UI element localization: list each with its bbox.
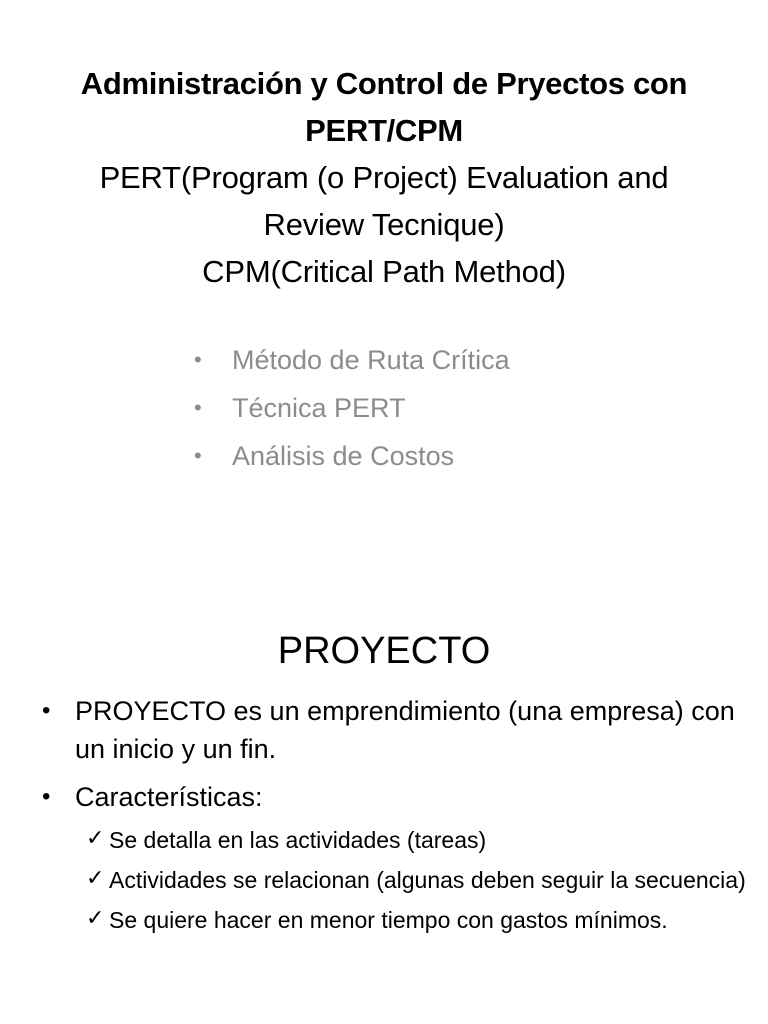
check-text: Se quiere hacer en menor tiempo con gastos mínimos. [109,907,668,933]
slide-1-title-line-1: Administración y Control de Pryectos con [80,66,688,101]
topic-label: Análisis de Costos [232,441,455,471]
list-item [194,336,510,384]
list-item [42,692,742,768]
bullet-icon: • [42,783,51,810]
slide-1-subtitle-line-3: CPM(Critical Path Method) [202,254,566,289]
slide-1-subtitle-line-2: Review Tecnique) [263,207,505,242]
slide-1-title-line-2: PERT/CPM [305,113,463,148]
bullet-icon: • [194,347,202,372]
bullet-text: PROYECTO es un emprendimiento (una empresa) con un inicio y un fin. [75,696,735,764]
checkmark-icon: ✓ [86,865,105,890]
checkmark-icon: ✓ [86,825,105,850]
topic-label: Técnica PERT [232,393,406,423]
checkmark-icon: ✓ [86,905,105,930]
bullet-icon: • [194,395,202,420]
list-item [86,863,746,897]
bullet-icon: • [194,443,202,468]
list-item [42,778,742,816]
list-item [194,384,510,432]
topic-label: Método de Ruta Crítica [232,345,510,375]
list-item [86,823,746,857]
list-item [86,903,746,937]
slide-2 [0,512,768,1024]
bullet-text: Características: [75,782,263,812]
list-item [194,432,510,480]
bullet-icon: • [42,697,51,724]
slide-2-check-list [86,823,746,943]
slide-2-bullet-list [42,692,742,826]
slide-1-subtitle-line-1: PERT(Program (o Project) Evaluation and [99,160,669,195]
slide-1-topic-list [194,336,510,480]
check-text: Actividades se relacionan (algunas deben seguir la secuencia) [109,867,746,893]
check-text: Se detalla en las actividades (tareas) [109,827,487,853]
slide-2-title: PROYECTO [277,630,491,672]
slide-1-title-block [24,60,744,295]
